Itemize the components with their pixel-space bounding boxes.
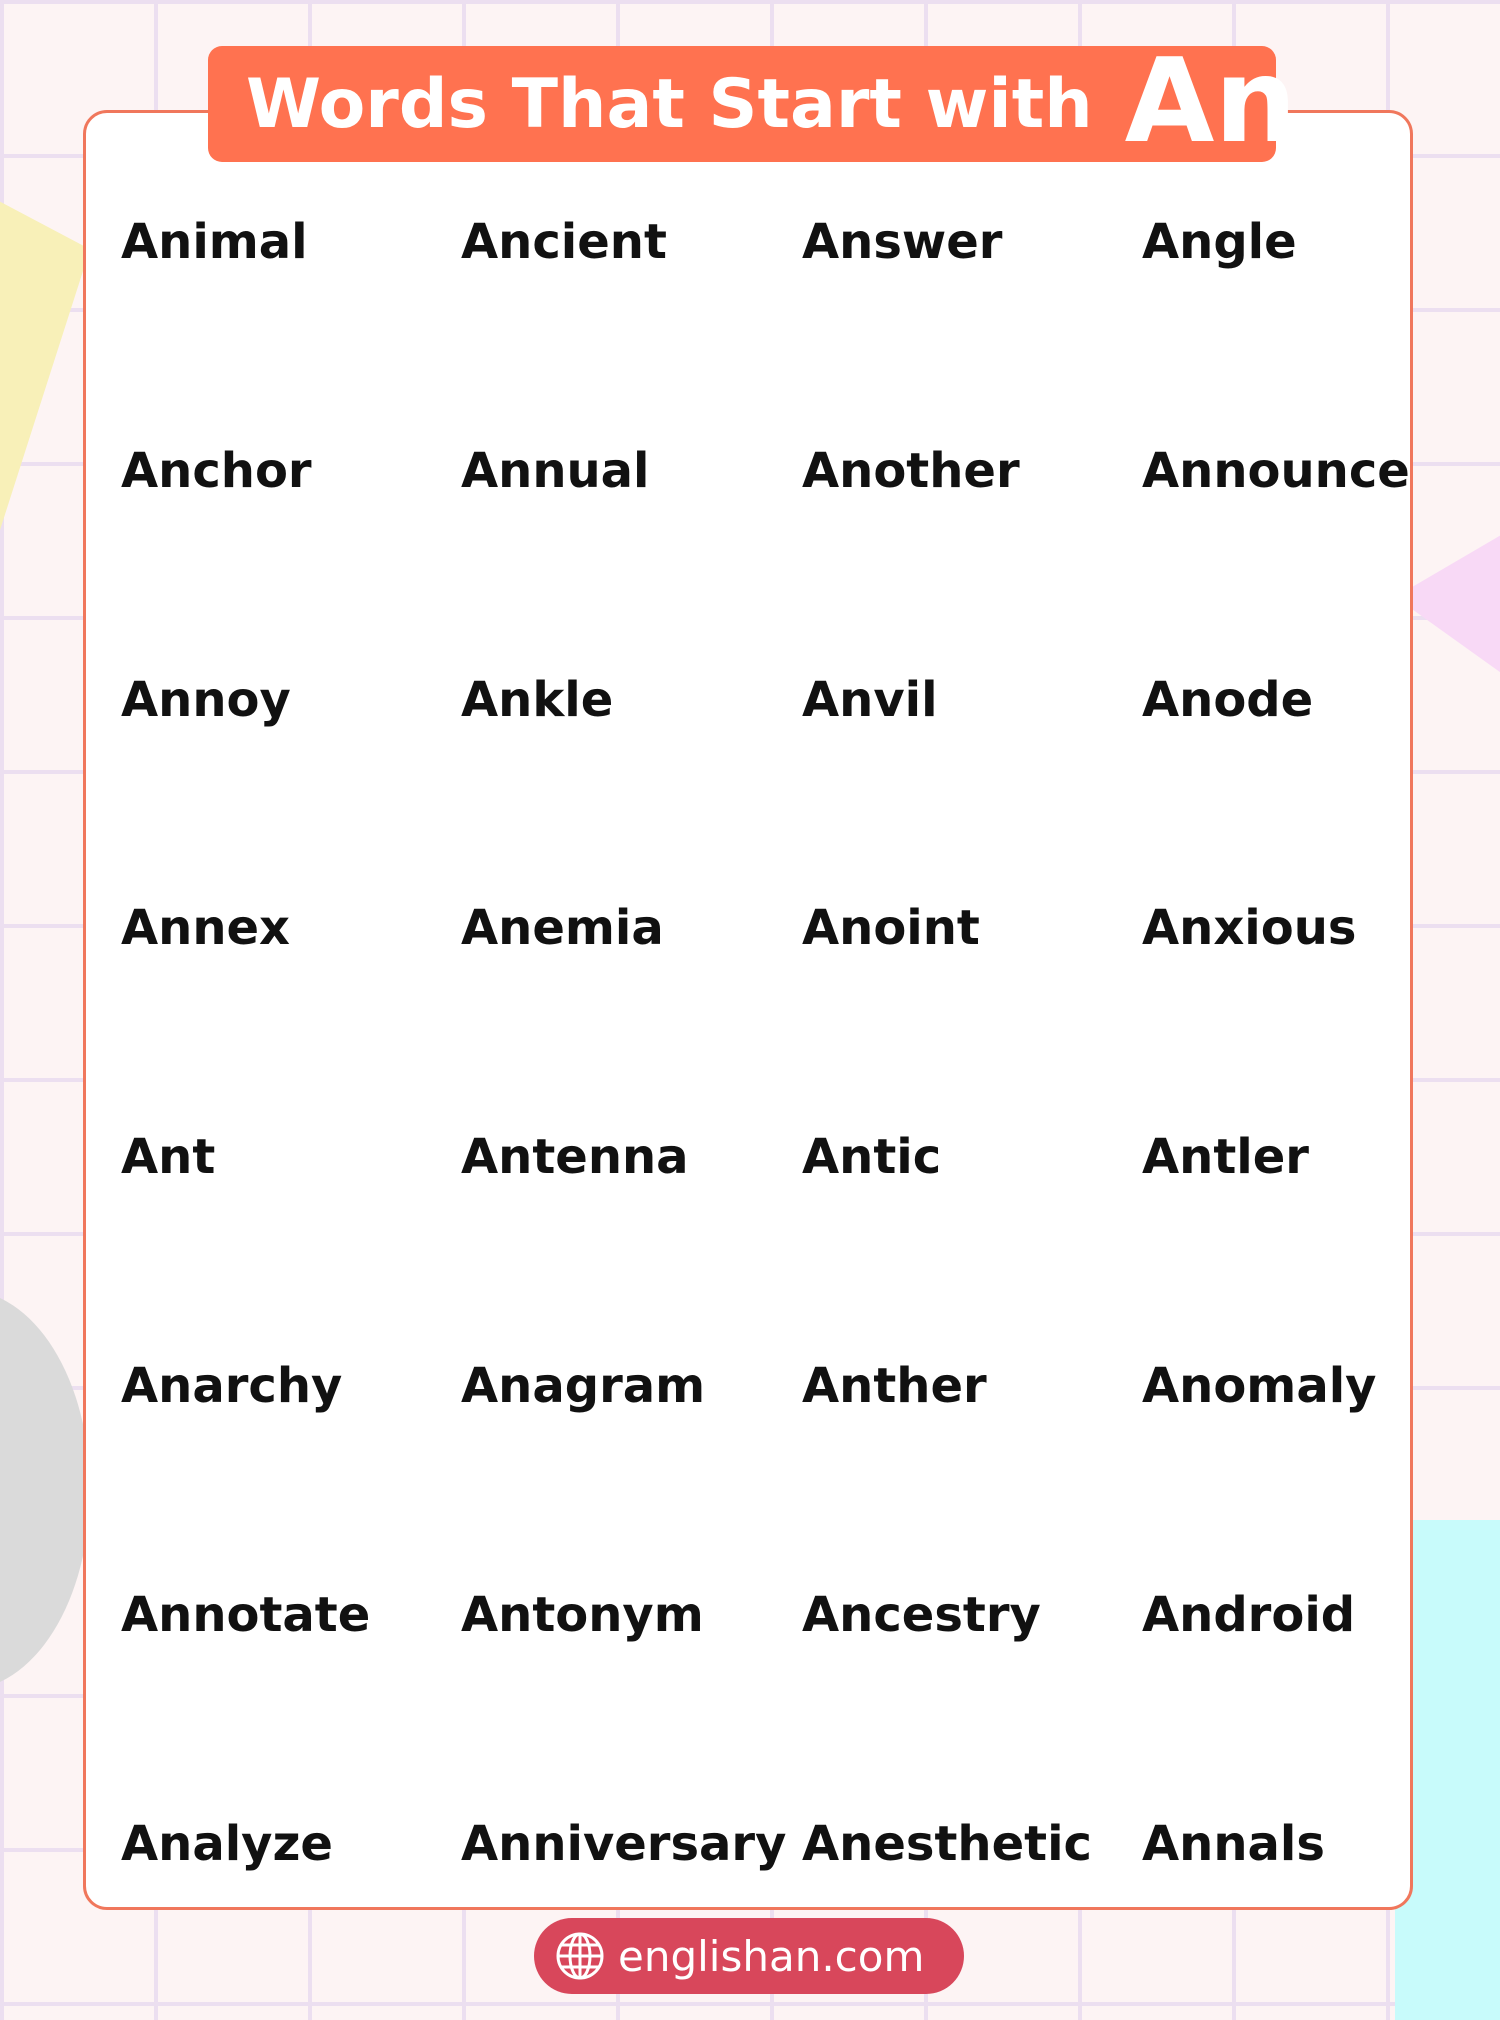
word-item: Animal xyxy=(121,214,308,270)
word-item: Anniversary xyxy=(461,1816,787,1872)
word-item: Android xyxy=(1142,1587,1356,1643)
word-list-card xyxy=(83,110,1413,1910)
word-item: Annex xyxy=(121,900,291,956)
word-item: Anagram xyxy=(461,1358,706,1414)
word-item: Annoy xyxy=(121,672,291,728)
word-item: Ant xyxy=(121,1129,216,1185)
word-item: Anesthetic xyxy=(802,1816,1092,1872)
title-letters: An xyxy=(1124,34,1298,169)
word-item: Ancient xyxy=(461,214,667,270)
word-item: Angle xyxy=(1142,214,1297,270)
word-item: Anemia xyxy=(461,900,664,956)
word-item: Annual xyxy=(461,443,650,499)
word-item: Anoint xyxy=(802,900,980,956)
word-item: Anode xyxy=(1142,672,1314,728)
word-item: Anxious xyxy=(1142,900,1357,956)
title-banner xyxy=(208,34,1298,169)
word-item: Anchor xyxy=(121,443,312,499)
word-item: Antenna xyxy=(461,1129,689,1185)
word-item: Ancestry xyxy=(802,1587,1041,1643)
page-title: Words That Start with xyxy=(246,64,1093,144)
word-item: Annals xyxy=(1142,1816,1325,1872)
decorative-yellow-shape xyxy=(0,170,90,530)
word-item: Antonym xyxy=(461,1587,704,1643)
word-item: Another xyxy=(802,443,1020,499)
website-url[interactable]: englishan.com xyxy=(618,1931,925,1981)
word-item: Antler xyxy=(1142,1129,1309,1185)
word-item: Ankle xyxy=(461,672,614,728)
word-item: Anomaly xyxy=(1142,1358,1377,1414)
decorative-gray-circle xyxy=(0,1290,90,1690)
word-item: Anvil xyxy=(802,672,938,728)
word-item: Announce xyxy=(1142,443,1410,499)
word-grid xyxy=(86,113,1410,1907)
word-item: Anarchy xyxy=(121,1358,343,1414)
word-item: Analyze xyxy=(121,1816,333,1872)
word-item: Answer xyxy=(802,214,1003,270)
globe-icon xyxy=(554,1930,606,1982)
word-item: Antic xyxy=(802,1129,942,1185)
word-item: Anther xyxy=(802,1358,987,1414)
word-item: Annotate xyxy=(121,1587,371,1643)
website-badge[interactable] xyxy=(534,1918,964,1994)
